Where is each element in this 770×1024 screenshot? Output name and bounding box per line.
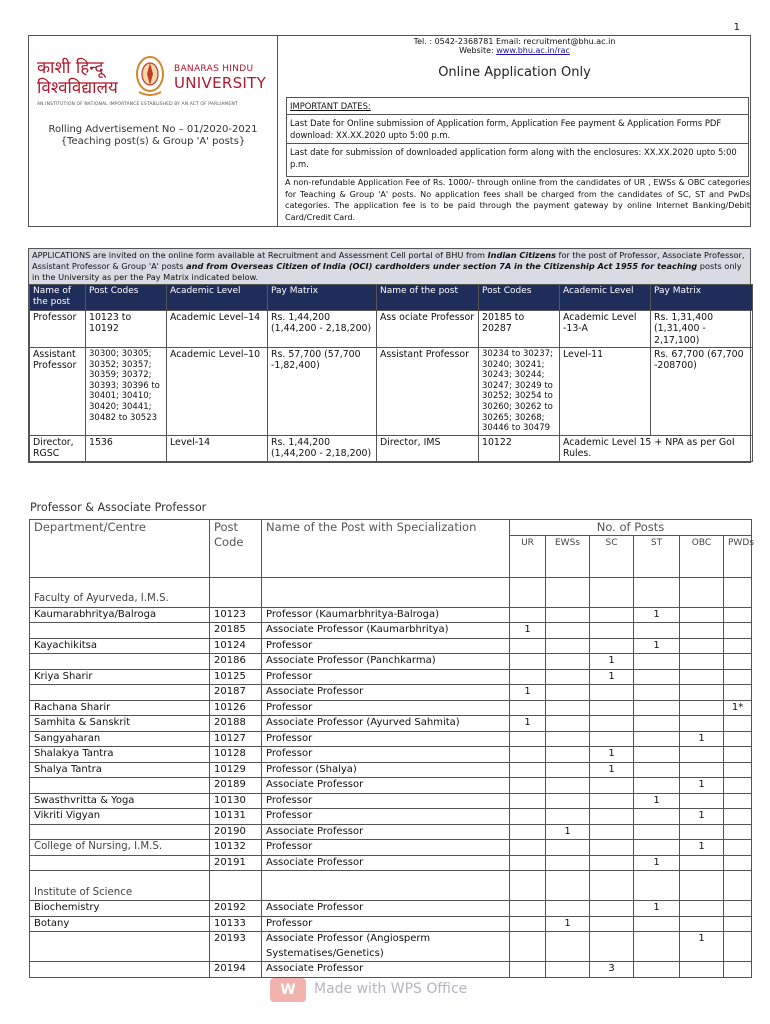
post-count-cell: [546, 669, 590, 685]
post-count-cell: 1: [510, 623, 546, 639]
post-code-cell: 20189: [210, 778, 262, 794]
table-row: [30, 824, 752, 840]
post-name-cell: Professor: [262, 916, 510, 932]
post-count-cell: [590, 607, 634, 623]
post-count-cell: 1: [634, 855, 680, 871]
department-cell: Rachana Sharir: [30, 700, 210, 716]
post-count-cell: 1: [590, 762, 634, 778]
category-header: ST: [634, 535, 680, 577]
pay-matrix-header: Pay Matrix: [268, 285, 377, 311]
empty-cell: [724, 871, 752, 901]
pay-matrix-cell: 10123 to 10192: [86, 310, 167, 347]
category-header: UR: [510, 535, 546, 577]
post-count-cell: [546, 607, 590, 623]
post-name-cell: Professor: [262, 747, 510, 763]
post-code-cell: 10133: [210, 916, 262, 932]
post-count-cell: [510, 669, 546, 685]
pay-matrix-cell: 20185 to 20287: [479, 310, 560, 347]
pay-matrix-cell: Rs. 67,700 (67,700 -208700): [651, 348, 753, 436]
table-row: [30, 901, 752, 917]
empty-cell: [634, 871, 680, 901]
post-count-cell: [510, 901, 546, 917]
post-count-cell: [546, 623, 590, 639]
post-count-cell: [546, 716, 590, 732]
post-count-cell: [680, 700, 724, 716]
post-count-cell: [634, 700, 680, 716]
post-name-cell: Associate Professor: [262, 855, 510, 871]
post-count-cell: [546, 793, 590, 809]
post-count-cell: [510, 762, 546, 778]
post-count-cell: [510, 840, 546, 856]
table-row: [30, 916, 752, 932]
department-cell: College of Nursing, I.M.S.: [30, 840, 210, 856]
post-count-cell: [680, 669, 724, 685]
table-row: [30, 932, 752, 962]
table-row: [30, 762, 752, 778]
empty-cell: [724, 577, 752, 607]
post-count-cell: [680, 638, 724, 654]
pay-matrix-header: Academic Level: [167, 285, 268, 311]
empty-cell: [590, 871, 634, 901]
post-count-cell: [680, 962, 724, 978]
post-count-cell: 1: [590, 747, 634, 763]
post-count-cell: [590, 793, 634, 809]
logo-english: BANARAS HINDU UNIVERSITY: [174, 64, 267, 92]
online-application-title: Online Application Only: [438, 65, 591, 80]
department-cell: Sangyaharan: [30, 731, 210, 747]
pay-matrix-cell: Level-11: [560, 348, 651, 436]
pay-matrix-row: [30, 435, 753, 461]
post-count-cell: [546, 962, 590, 978]
post-count-cell: [510, 932, 546, 962]
post-count-cell: [546, 700, 590, 716]
post-count-cell: [546, 855, 590, 871]
post-code-cell: 10124: [210, 638, 262, 654]
post-count-cell: [510, 855, 546, 871]
post-count-cell: 1: [634, 607, 680, 623]
pay-matrix-table: [29, 284, 753, 462]
table-row: [30, 685, 752, 701]
table-row: [30, 962, 752, 978]
website-link[interactable]: www.bhu.ac.in/rac: [496, 46, 570, 55]
post-count-cell: [546, 901, 590, 917]
page-number: 1: [733, 22, 740, 33]
post-count-cell: [634, 654, 680, 670]
post-count-cell: [724, 731, 752, 747]
post-count-cell: [680, 685, 724, 701]
post-count-cell: [724, 654, 752, 670]
post-count-cell: [634, 747, 680, 763]
post-count-cell: [724, 669, 752, 685]
department-cell: [30, 623, 210, 639]
table-row: [30, 731, 752, 747]
seal-icon: [133, 54, 167, 98]
pay-matrix-header: Post Codes: [479, 285, 560, 311]
pay-matrix-cell: 30234 to 30237; 30240; 30241; 30243; 30244; 30247; 30249 to 30252; 30254 to 30260; 30262 to 30265; 30268; 30446 to 30479: [479, 348, 560, 436]
post-count-cell: [546, 762, 590, 778]
department-cell: Kriya Sharir: [30, 669, 210, 685]
post-code-cell: 20190: [210, 824, 262, 840]
post-name-cell: Associate Professor: [262, 778, 510, 794]
post-count-cell: [724, 778, 752, 794]
pay-matrix-cell: Director, RGSC: [30, 435, 86, 461]
post-name-cell: Professor: [262, 840, 510, 856]
table-row: [30, 654, 752, 670]
empty-cell: [210, 577, 262, 607]
empty-cell: [680, 577, 724, 607]
pay-matrix-cell: Director, IMS: [377, 435, 479, 461]
category-header: OBC: [680, 535, 724, 577]
empty-cell: [262, 871, 510, 901]
post-count-cell: [510, 654, 546, 670]
post-count-cell: [546, 685, 590, 701]
post-count-cell: 1: [634, 901, 680, 917]
post-count-cell: [590, 855, 634, 871]
post-count-cell: [546, 932, 590, 962]
post-count-cell: [590, 932, 634, 962]
post-count-cell: [724, 916, 752, 932]
pay-matrix-header: Pay Matrix: [651, 285, 753, 311]
department-cell: [30, 855, 210, 871]
post-count-cell: [546, 654, 590, 670]
pay-matrix-header: Post Codes: [86, 285, 167, 311]
post-code-cell: 10127: [210, 731, 262, 747]
department-cell: Swasthvritta & Yoga: [30, 793, 210, 809]
empty-cell: [680, 871, 724, 901]
pay-matrix-cell: Rs. 1,44,200 (1,44,200 - 2,18,200): [268, 310, 377, 347]
pay-matrix-cell: Academic Level -13-A: [560, 310, 651, 347]
empty-cell: [210, 871, 262, 901]
pay-matrix-cell: Academic Level 15 + NPA as per GoI Rules.: [560, 435, 753, 461]
post-count-cell: 1: [590, 669, 634, 685]
table-row: [30, 716, 752, 732]
empty-cell: [510, 871, 546, 901]
post-count-cell: [724, 824, 752, 840]
department-cell: Biochemistry: [30, 901, 210, 917]
post-count-cell: [510, 700, 546, 716]
fee-note: A non-refundable Application Fee of Rs. 1000/- through online from the candidates of UR , EWSs & OBC categories for Teaching & Group 'A' posts. No application fees shall be charged from the candidates of SC, ST and PwDs categories. The application fee is to be paid through the payment gateway by online Internet Banking/Debit Card/Credit Card.: [285, 177, 750, 222]
department-cell: Vikriti Vigyan: [30, 809, 210, 825]
post-count-cell: 1: [510, 716, 546, 732]
post-count-cell: [724, 607, 752, 623]
logo-hindi: काशी हिन्दू विश्वविद्यालय: [37, 58, 118, 98]
post-code-cell: 10130: [210, 793, 262, 809]
empty-cell: [546, 577, 590, 607]
header-box: [28, 35, 751, 227]
post-count-cell: [680, 654, 724, 670]
post-name-cell: Professor (Shalya): [262, 762, 510, 778]
department-cell: [30, 932, 210, 962]
post-count-cell: [724, 716, 752, 732]
empty-cell: [262, 577, 510, 607]
empty-cell: [590, 577, 634, 607]
post-count-cell: [724, 638, 752, 654]
category-header: EWSs: [546, 535, 590, 577]
post-name-cell: Professor: [262, 669, 510, 685]
pay-matrix-cell: Rs. 1,31,400 (1,31,400 - 2,17,100): [651, 310, 753, 347]
wps-logo-icon: W: [270, 978, 306, 1002]
post-count-cell: 1: [680, 778, 724, 794]
post-code-cell: 20192: [210, 901, 262, 917]
post-code-cell: 20194: [210, 962, 262, 978]
post-count-cell: 1: [590, 654, 634, 670]
pay-matrix-cell: Academic Level–10: [167, 348, 268, 436]
table-row: [30, 855, 752, 871]
post-count-cell: 1: [546, 916, 590, 932]
col-post-name: Name of the Post with Specialization: [262, 520, 510, 578]
department-cell: [30, 654, 210, 670]
table-row: [30, 638, 752, 654]
post-count-cell: [510, 916, 546, 932]
post-name-cell: Professor: [262, 809, 510, 825]
post-count-cell: [590, 716, 634, 732]
department-cell: Shalya Tantra: [30, 762, 210, 778]
post-count-cell: [634, 916, 680, 932]
department-cell: [30, 824, 210, 840]
post-count-cell: [590, 916, 634, 932]
pay-matrix-cell: Assistant Professor: [377, 348, 479, 436]
section-row: [30, 577, 752, 607]
pay-matrix-cell: Rs. 1,44,200 (1,44,200 - 2,18,200): [268, 435, 377, 461]
table-row: [30, 778, 752, 794]
post-count-cell: 1*: [724, 700, 752, 716]
department-cell: Kayachikitsa: [30, 638, 210, 654]
post-name-cell: Associate Professor (Ayurved Sahmita): [262, 716, 510, 732]
post-count-cell: [510, 824, 546, 840]
post-code-cell: 10123: [210, 607, 262, 623]
faculty-name: Institute of Science: [30, 871, 210, 901]
table-row: [30, 809, 752, 825]
important-dates: IMPORTANT DATES: Last Date for Online submission of Application form, Application Fee payment & Application Forms PDF download: XX.XX.2020 upto 5:00 p.m. Last date for submission of downloaded application form along with the enclosures: XX.XX.2020 upto 5:00 p.m.: [286, 97, 749, 177]
post-count-cell: [634, 623, 680, 639]
post-count-cell: [634, 685, 680, 701]
post-count-cell: [724, 809, 752, 825]
post-count-cell: [634, 932, 680, 962]
post-name-cell: Associate Professor: [262, 824, 510, 840]
post-count-cell: [724, 962, 752, 978]
faculty-name: Faculty of Ayurveda, I.M.S.: [30, 577, 210, 607]
department-cell: Shalakya Tantra: [30, 747, 210, 763]
empty-cell: [634, 577, 680, 607]
department-cell: Kaumarabhritya/Balroga: [30, 607, 210, 623]
post-count-cell: [634, 716, 680, 732]
post-name-cell: Associate Professor: [262, 901, 510, 917]
post-count-cell: [680, 916, 724, 932]
post-count-cell: [680, 793, 724, 809]
post-count-cell: [590, 778, 634, 794]
post-count-cell: [590, 809, 634, 825]
post-count-cell: [680, 855, 724, 871]
post-count-cell: 1: [510, 685, 546, 701]
post-count-cell: [546, 840, 590, 856]
post-code-cell: 20191: [210, 855, 262, 871]
table-row: [30, 700, 752, 716]
department-cell: Botany: [30, 916, 210, 932]
post-code-cell: 10132: [210, 840, 262, 856]
table-row: [30, 840, 752, 856]
post-count-cell: 1: [680, 840, 724, 856]
post-name-cell: Associate Professor (Kaumarbhritya): [262, 623, 510, 639]
pay-matrix-cell: 30300; 30305; 30352; 30357; 30359; 30372; 30393; 30396 to 30401; 30410; 30420; 30441; 30482 to 30523: [86, 348, 167, 436]
post-code-cell: 10129: [210, 762, 262, 778]
advertisement-number: Rolling Advertisement No – 01/2020-2021 {Teaching post(s) & Group 'A' posts}: [48, 124, 258, 147]
post-count-cell: [546, 809, 590, 825]
pay-matrix-cell: Assistant Professor: [30, 348, 86, 436]
post-count-cell: [724, 855, 752, 871]
pay-matrix-row: [30, 348, 753, 436]
post-count-cell: [510, 638, 546, 654]
post-count-cell: [724, 901, 752, 917]
post-name-cell: Associate Professor: [262, 962, 510, 978]
pay-matrix-cell: Rs. 57,700 (57,700 -1,82,400): [268, 348, 377, 436]
post-count-cell: [510, 607, 546, 623]
department-cell: [30, 778, 210, 794]
post-count-cell: [724, 840, 752, 856]
table-row: [30, 793, 752, 809]
pay-matrix-cell: Academic Level–14: [167, 310, 268, 347]
category-header: SC: [590, 535, 634, 577]
logo-tagline: AN INSTITUTION OF NATIONAL IMPORTANCE ESTABLISHED BY AN ACT OF PARLIAMENT: [37, 102, 238, 107]
col-department: Department/Centre: [30, 520, 210, 578]
post-code-cell: 20188: [210, 716, 262, 732]
post-count-cell: 1: [634, 638, 680, 654]
pay-matrix-cell: Professor: [30, 310, 86, 347]
post-code-cell: 10128: [210, 747, 262, 763]
online-submission-date: Last Date for Online submission of Application form, Application Fee payment & Application Forms PDF download: XX.XX.2020 upto 5:00 p.m.: [287, 115, 748, 144]
post-count-cell: [724, 793, 752, 809]
post-count-cell: 3: [590, 962, 634, 978]
post-name-cell: Professor (Kaumarbhritya-Balroga): [262, 607, 510, 623]
post-code-cell: 20185: [210, 623, 262, 639]
post-count-cell: [510, 793, 546, 809]
post-count-cell: [634, 778, 680, 794]
post-count-cell: [680, 762, 724, 778]
post-count-cell: [590, 685, 634, 701]
post-name-cell: Professor: [262, 731, 510, 747]
col-post-code: Post Code: [210, 520, 262, 578]
post-count-cell: [680, 901, 724, 917]
wps-watermark: W Made with WPS Office: [270, 976, 570, 1004]
post-code-cell: 20193: [210, 932, 262, 962]
post-count-cell: [634, 669, 680, 685]
post-count-cell: [680, 607, 724, 623]
post-count-cell: [724, 932, 752, 962]
post-count-cell: [510, 962, 546, 978]
post-count-cell: [634, 809, 680, 825]
pay-matrix-header: Name of the post: [30, 285, 86, 311]
post-count-cell: [590, 638, 634, 654]
col-no-of-posts: No. of Posts: [510, 520, 752, 536]
post-count-cell: 1: [680, 932, 724, 962]
post-count-cell: [510, 731, 546, 747]
post-count-cell: [546, 778, 590, 794]
post-code-cell: 10131: [210, 809, 262, 825]
post-name-cell: Associate Professor (Panchkarma): [262, 654, 510, 670]
section-row: [30, 871, 752, 901]
department-cell: Samhita & Sanskrit: [30, 716, 210, 732]
pay-matrix-row: [30, 310, 753, 347]
post-count-cell: [634, 731, 680, 747]
pay-matrix-cell: 10122: [479, 435, 560, 461]
post-count-cell: [590, 731, 634, 747]
post-name-cell: Professor: [262, 700, 510, 716]
pay-matrix-cell: Level-14: [167, 435, 268, 461]
empty-cell: [546, 871, 590, 901]
hardcopy-submission-date: Last date for submission of downloaded application form along with the enclosures: XX.XX.2020 upto 5:00 p.m.: [290, 147, 737, 169]
table-row: [30, 607, 752, 623]
post-count-cell: [724, 685, 752, 701]
post-code-cell: 20186: [210, 654, 262, 670]
post-count-cell: [510, 778, 546, 794]
post-name-cell: Professor: [262, 793, 510, 809]
post-name-cell: Professor: [262, 638, 510, 654]
post-count-cell: [634, 762, 680, 778]
post-count-cell: [680, 716, 724, 732]
post-count-cell: [590, 840, 634, 856]
post-count-cell: [680, 623, 724, 639]
post-count-cell: [634, 962, 680, 978]
post-count-cell: 1: [680, 809, 724, 825]
category-header: PWDs: [724, 535, 752, 577]
pay-matrix-section: [28, 248, 751, 463]
post-count-cell: [510, 747, 546, 763]
post-count-cell: 1: [680, 731, 724, 747]
post-count-cell: [724, 747, 752, 763]
section-title: Professor & Associate Professor: [30, 501, 207, 514]
table-row: [30, 669, 752, 685]
post-count-cell: [724, 623, 752, 639]
post-name-cell: Associate Professor: [262, 685, 510, 701]
pay-matrix-header: Name of the post: [377, 285, 479, 311]
post-name-cell: Associate Professor (Angiosperm Systematises/Genetics): [262, 932, 510, 962]
post-count-cell: [590, 623, 634, 639]
department-cell: [30, 962, 210, 978]
post-count-cell: 1: [634, 793, 680, 809]
post-count-cell: 1: [546, 824, 590, 840]
department-cell: [30, 685, 210, 701]
post-count-cell: [634, 840, 680, 856]
post-count-cell: [546, 747, 590, 763]
table-row: [30, 747, 752, 763]
post-count-cell: [680, 747, 724, 763]
table-row: [30, 623, 752, 639]
post-code-cell: 10125: [210, 669, 262, 685]
applications-intro: APPLICATIONS are invited on the online form available at Recruitment and Assessment Cell portal of BHU from Indian Citizens for the post of Professor, Associate Professor, Assistant Professor & Group 'A' posts and from Overseas Citizen of India (OCI) cardholders under section 7A in the Citizenship Act 1955 for teaching posts only in the University as per the Pay Matrix indicated below.: [29, 249, 750, 284]
posts-table: [29, 519, 752, 978]
post-count-cell: [590, 824, 634, 840]
post-count-cell: [546, 731, 590, 747]
post-count-cell: [510, 809, 546, 825]
post-count-cell: [590, 901, 634, 917]
pay-matrix-cell: 1536: [86, 435, 167, 461]
post-code-cell: 10126: [210, 700, 262, 716]
post-count-cell: [590, 700, 634, 716]
post-code-cell: 20187: [210, 685, 262, 701]
post-count-cell: [680, 824, 724, 840]
contact-info: Tel. : 0542-2368781 Email: recruitment@bhu.ac.in Website: www.bhu.ac.in/rac: [413, 37, 616, 55]
post-count-cell: [634, 824, 680, 840]
post-count-cell: [546, 638, 590, 654]
pay-matrix-cell: Ass ociate Professor: [377, 310, 479, 347]
pay-matrix-header: Academic Level: [560, 285, 651, 311]
post-count-cell: [724, 762, 752, 778]
empty-cell: [510, 577, 546, 607]
